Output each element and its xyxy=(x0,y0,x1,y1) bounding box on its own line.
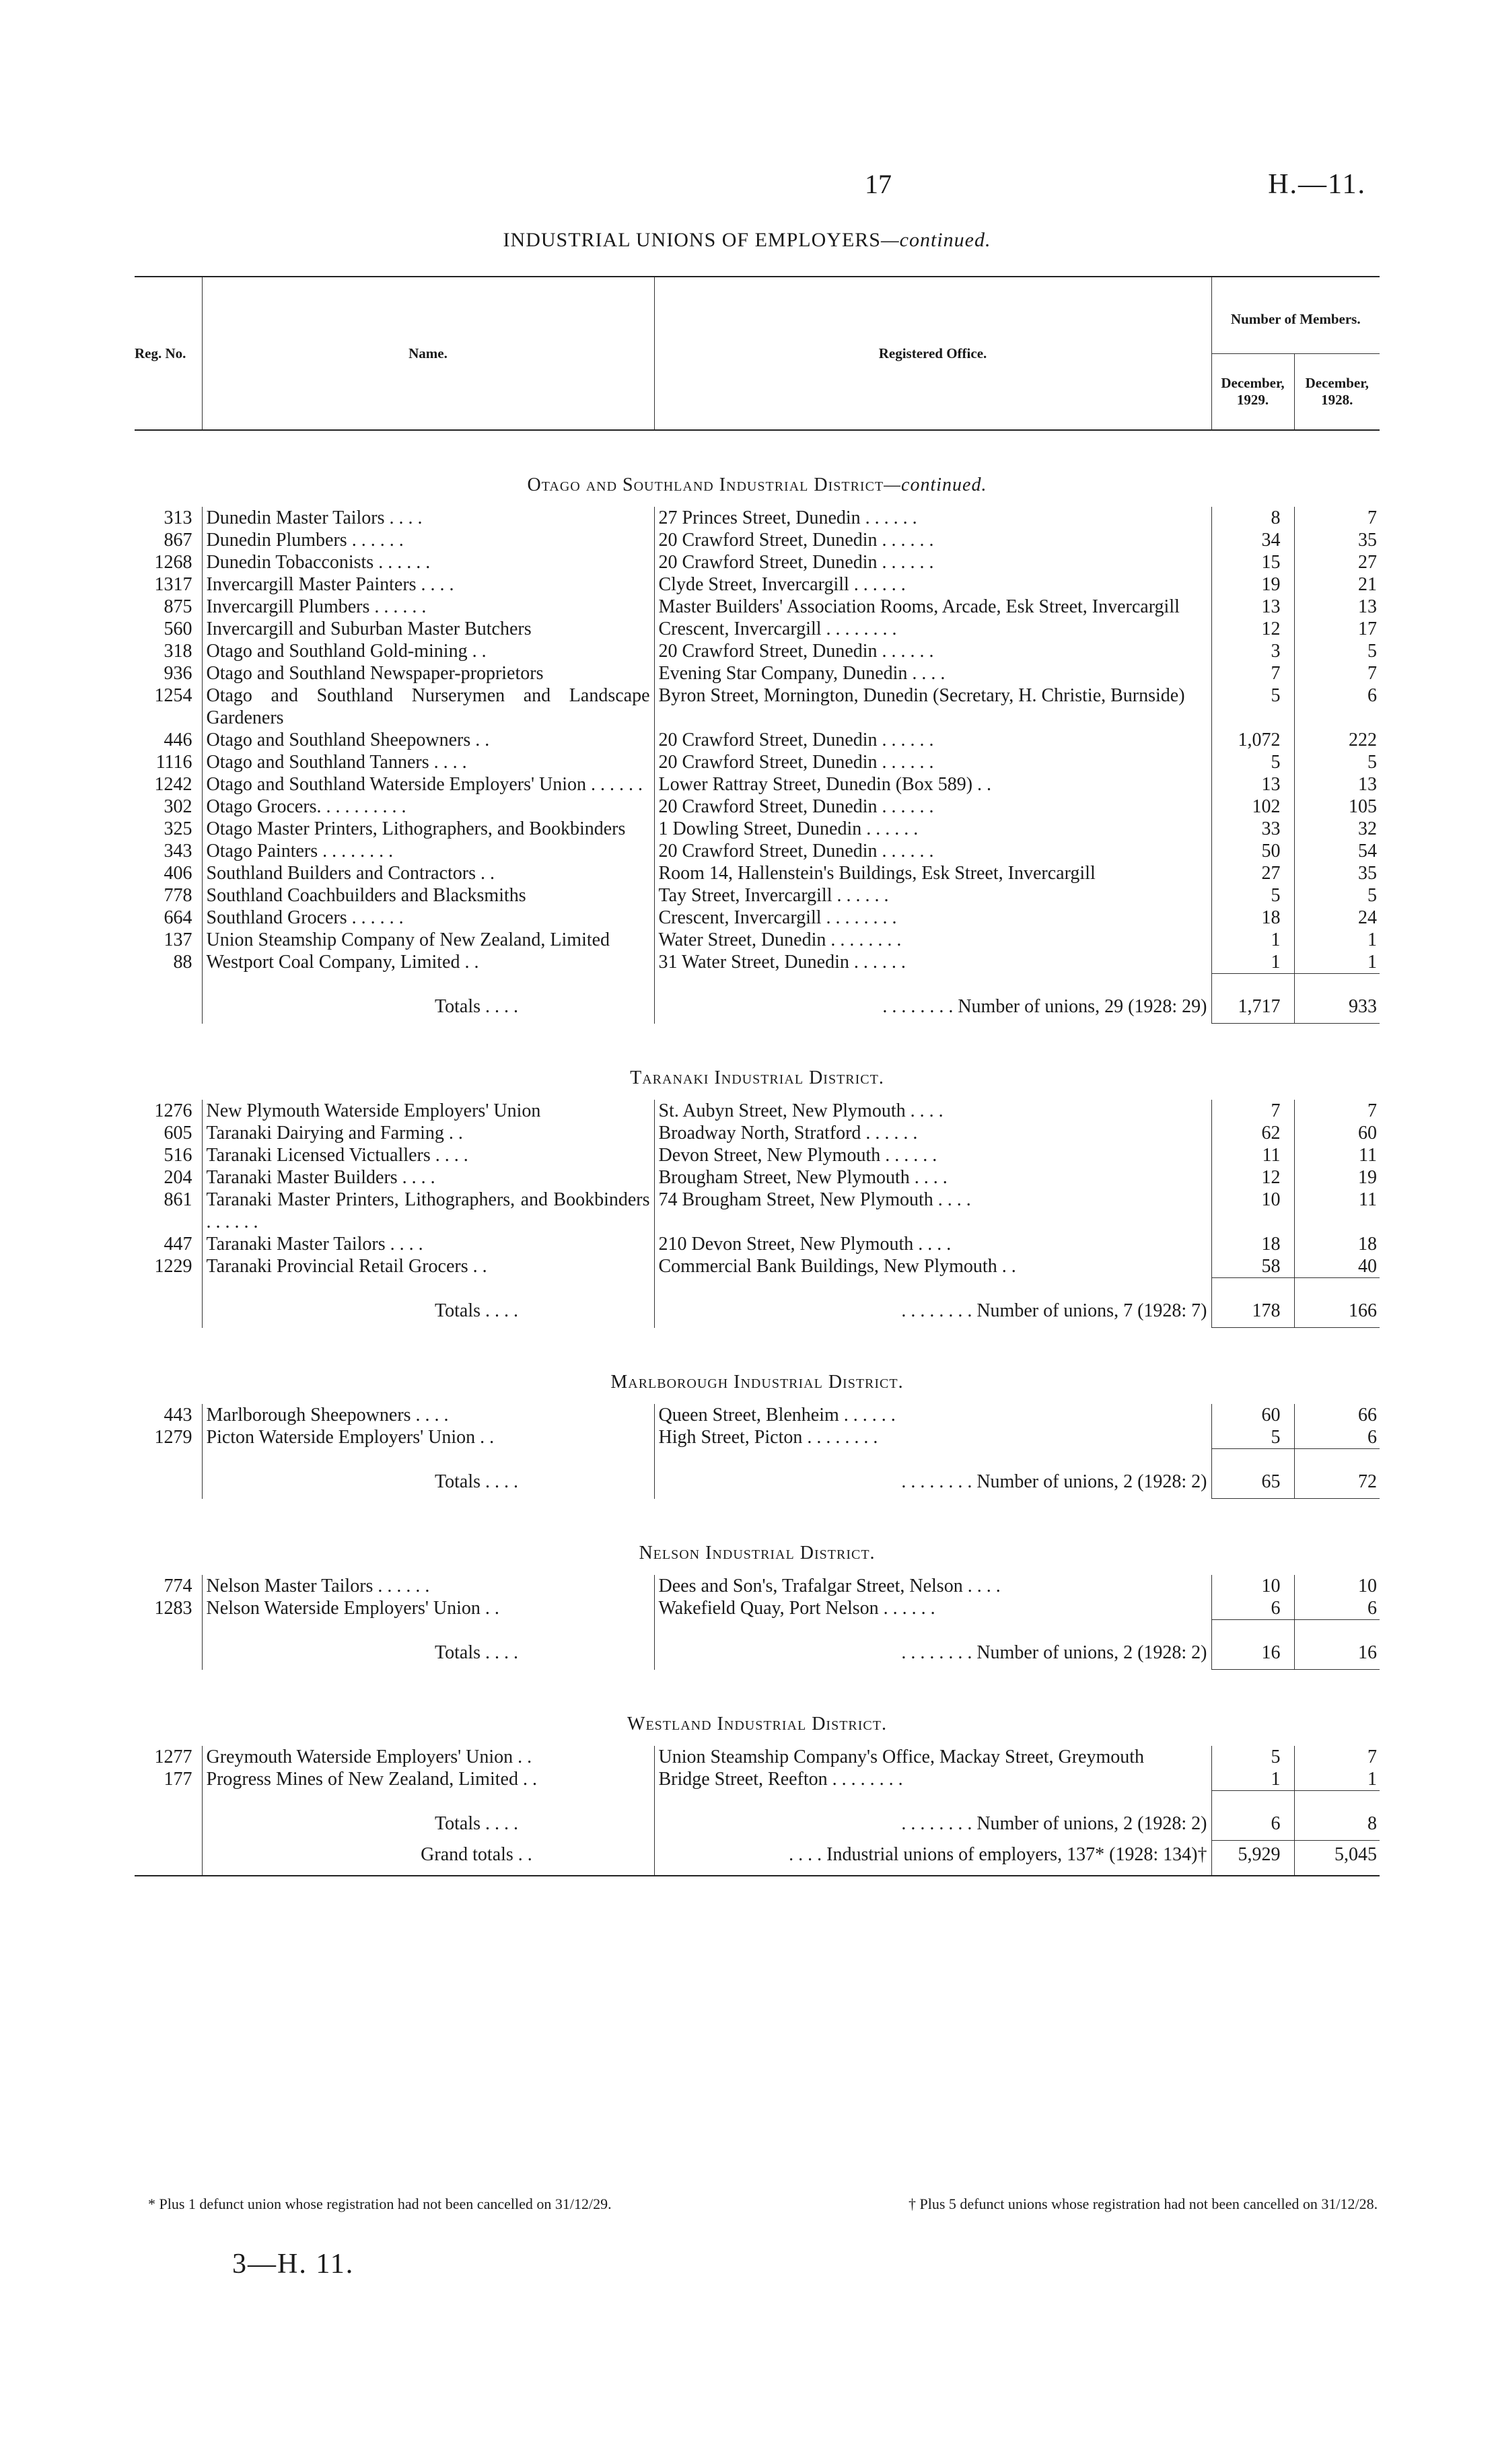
table-row xyxy=(135,862,1380,884)
reg-no-cell: 605 xyxy=(164,1123,192,1143)
table-row xyxy=(135,1426,1380,1449)
members-1929-cell: 5 xyxy=(1211,1746,1294,1768)
members-1929-cell: 60 xyxy=(1211,1404,1294,1426)
members-1928-cell: 5 xyxy=(1294,640,1380,662)
members-1928-cell: 21 xyxy=(1294,573,1380,596)
registered-office-cell: 20 Crawford Street, Dunedin . . . . . . xyxy=(654,729,1211,751)
table-row xyxy=(135,1166,1380,1189)
table-row xyxy=(135,1122,1380,1144)
union-name-cell: Picton Waterside Employers' Union . . xyxy=(202,1426,654,1449)
unions-table-wrapper xyxy=(135,276,1380,1876)
union-name-cell: Marlborough Sheepowners . . . . xyxy=(202,1404,654,1426)
reg-no-cell: 867 xyxy=(164,530,192,551)
reg-no-cell: 406 xyxy=(164,863,192,884)
members-1928-cell: 32 xyxy=(1294,818,1380,840)
page-title-main: INDUSTRIAL UNIONS OF EMPLOYERS xyxy=(503,229,881,251)
reg-no-cell: 1254 xyxy=(154,685,192,706)
union-name-cell: Taranaki Dairying and Farming . . xyxy=(202,1122,654,1144)
union-name-cell: Otago Painters . . . . . . . . xyxy=(202,840,654,862)
totals-unions-count: . . . . . . . . Number of unions, 2 (1928: 2) xyxy=(654,1620,1211,1670)
reg-no-cell: 177 xyxy=(164,1769,192,1790)
members-1928-cell: 27 xyxy=(1294,551,1380,573)
section-heading-row xyxy=(135,1670,1380,1747)
column-header-reg-no: Reg. No. xyxy=(135,277,202,430)
members-1928-cell: 105 xyxy=(1294,796,1380,818)
registered-office-cell: 20 Crawford Street, Dunedin . . . . . . xyxy=(654,751,1211,773)
totals-members-1929: 1,717 xyxy=(1211,974,1294,1024)
members-1928-cell: 5 xyxy=(1294,884,1380,907)
members-1929-cell: 3 xyxy=(1211,640,1294,662)
reg-no-cell: 560 xyxy=(164,619,192,639)
members-1929-cell: 8 xyxy=(1211,507,1294,529)
union-name-cell: Otago and Southland Newspaper-proprietors xyxy=(202,662,654,684)
page-title xyxy=(0,229,1494,252)
totals-reg-cell xyxy=(135,1278,202,1328)
union-name-cell: Taranaki Master Builders . . . . xyxy=(202,1166,654,1189)
members-1929-cell: 13 xyxy=(1211,773,1294,796)
section-title: Marlborough Industrial District. xyxy=(610,1372,904,1393)
reg-no-cell: 516 xyxy=(164,1145,192,1166)
members-1929-cell: 1 xyxy=(1211,951,1294,974)
totals-reg-cell xyxy=(135,974,202,1024)
union-name-cell: Westport Coal Company, Limited . . xyxy=(202,951,654,974)
table-row xyxy=(135,1255,1380,1278)
registered-office-cell: 20 Crawford Street, Dunedin . . . . . . xyxy=(654,796,1211,818)
members-1928-cell: 35 xyxy=(1294,529,1380,551)
members-1929-cell: 18 xyxy=(1211,907,1294,929)
union-name-cell: Invercargill and Suburban Master Butchers xyxy=(202,618,654,640)
union-name-cell: Greymouth Waterside Employers' Union . . xyxy=(202,1746,654,1768)
totals-row xyxy=(135,1278,1380,1328)
totals-members-1929: 65 xyxy=(1211,1449,1294,1499)
section-title: Taranaki Industrial District. xyxy=(630,1067,884,1088)
members-1929-cell: 6 xyxy=(1211,1597,1294,1620)
section-heading-row xyxy=(135,1024,1380,1100)
members-1929-cell: 62 xyxy=(1211,1122,1294,1144)
totals-members-1929: 16 xyxy=(1211,1620,1294,1670)
reg-no-cell: 936 xyxy=(164,663,192,684)
table-body xyxy=(135,430,1380,1876)
totals-unions-count: . . . . . . . . Number of unions, 2 (1928: 2) xyxy=(654,1449,1211,1499)
table-row xyxy=(135,551,1380,573)
table-header xyxy=(135,277,1380,430)
table-row xyxy=(135,684,1380,729)
signature-mark: 3—H. 11. xyxy=(232,2249,355,2280)
registered-office-cell: Lower Rattray Street, Dunedin (Box 589) . . xyxy=(654,773,1211,796)
reg-no-cell: 1242 xyxy=(154,774,192,795)
members-1929-cell: 12 xyxy=(1211,1166,1294,1189)
members-1929-cell: 102 xyxy=(1211,796,1294,818)
reg-no-cell: 1268 xyxy=(154,552,192,573)
section-heading xyxy=(135,1024,1380,1100)
reg-no-cell: 1283 xyxy=(154,1598,192,1619)
members-1929-cell: 5 xyxy=(1211,751,1294,773)
registered-office-cell: Clyde Street, Invercargill . . . . . . xyxy=(654,573,1211,596)
table-row xyxy=(135,729,1380,751)
totals-row xyxy=(135,1620,1380,1670)
registered-office-cell: Bridge Street, Reefton . . . . . . . . xyxy=(654,1768,1211,1791)
table-row xyxy=(135,907,1380,929)
reg-no-cell: 302 xyxy=(164,796,192,817)
members-1928-cell: 7 xyxy=(1294,1100,1380,1122)
reg-no-cell: 875 xyxy=(164,596,192,617)
table-row xyxy=(135,818,1380,840)
reg-no-cell: 664 xyxy=(164,907,192,928)
members-1929-cell: 27 xyxy=(1211,862,1294,884)
members-1928-cell: 6 xyxy=(1294,1426,1380,1449)
members-1929-cell: 7 xyxy=(1211,1100,1294,1122)
column-header-number-of-members: Number of Members. xyxy=(1211,277,1380,354)
registered-office-cell: Union Steamship Company's Office, Mackay Street, Greymouth xyxy=(654,1746,1211,1768)
registered-office-cell: Dees and Son's, Trafalgar Street, Nelson . . . . xyxy=(654,1575,1211,1597)
registered-office-cell: 20 Crawford Street, Dunedin . . . . . . xyxy=(654,840,1211,862)
totals-label: Totals . . . . xyxy=(202,1791,654,1841)
registered-office-cell: Room 14, Hallenstein's Buildings, Esk Street, Invercargill xyxy=(654,862,1211,884)
totals-members-1928: 72 xyxy=(1294,1449,1380,1499)
members-1929-cell: 13 xyxy=(1211,596,1294,618)
table-row xyxy=(135,507,1380,529)
column-header-december-1928: December, 1928. xyxy=(1294,354,1380,431)
section-title: Westland Industrial District. xyxy=(627,1714,887,1734)
table-row xyxy=(135,1233,1380,1255)
union-name-cell: Southland Builders and Contractors . . xyxy=(202,862,654,884)
section-heading xyxy=(135,1499,1380,1576)
union-name-cell: Taranaki Master Tailors . . . . xyxy=(202,1233,654,1255)
union-name-cell: Southland Coachbuilders and Blacksmiths xyxy=(202,884,654,907)
section-heading-row xyxy=(135,1328,1380,1405)
totals-row xyxy=(135,1449,1380,1499)
reg-no-cell: 325 xyxy=(164,818,192,839)
page-number: 17 xyxy=(865,169,892,199)
grand-totals-label: Grand totals . . xyxy=(202,1841,654,1876)
registered-office-cell: Broadway North, Stratford . . . . . . xyxy=(654,1122,1211,1144)
totals-reg-cell xyxy=(135,1449,202,1499)
registered-office-cell: Master Builders' Association Rooms, Arcade, Esk Street, Invercargill xyxy=(654,596,1211,618)
registered-office-cell: Tay Street, Invercargill . . . . . . xyxy=(654,884,1211,907)
members-1928-cell: 35 xyxy=(1294,862,1380,884)
members-1928-cell: 24 xyxy=(1294,907,1380,929)
totals-members-1929: 6 xyxy=(1211,1791,1294,1841)
members-1929-cell: 5 xyxy=(1211,884,1294,907)
union-name-cell: Nelson Waterside Employers' Union . . xyxy=(202,1597,654,1620)
registered-office-cell: St. Aubyn Street, New Plymouth . . . . xyxy=(654,1100,1211,1122)
unions-table xyxy=(135,276,1380,1876)
registered-office-cell: Water Street, Dunedin . . . . . . . . xyxy=(654,929,1211,951)
union-name-cell: Union Steamship Company of New Zealand, Limited xyxy=(202,929,654,951)
totals-unions-count: . . . . . . . . Number of unions, 7 (1928: 7) xyxy=(654,1278,1211,1328)
totals-members-1928: 166 xyxy=(1294,1278,1380,1328)
members-1928-cell: 66 xyxy=(1294,1404,1380,1426)
members-1929-cell: 34 xyxy=(1211,529,1294,551)
table-row xyxy=(135,1100,1380,1122)
members-1928-cell: 17 xyxy=(1294,618,1380,640)
members-1929-cell: 10 xyxy=(1211,1189,1294,1233)
members-1929-cell: 18 xyxy=(1211,1233,1294,1255)
table-row xyxy=(135,640,1380,662)
table-row xyxy=(135,951,1380,974)
registered-office-cell: 20 Crawford Street, Dunedin . . . . . . xyxy=(654,640,1211,662)
table-row xyxy=(135,773,1380,796)
totals-label: Totals . . . . xyxy=(202,974,654,1024)
reg-no-cell: 1279 xyxy=(154,1427,192,1448)
members-1928-cell: 19 xyxy=(1294,1166,1380,1189)
registered-office-cell: Brougham Street, New Plymouth . . . . xyxy=(654,1166,1211,1189)
members-1929-cell: 19 xyxy=(1211,573,1294,596)
section-title: Otago and Southland Industrial District xyxy=(527,474,884,495)
members-1928-cell: 1 xyxy=(1294,929,1380,951)
members-1929-cell: 5 xyxy=(1211,684,1294,729)
registered-office-cell: Devon Street, New Plymouth . . . . . . xyxy=(654,1144,1211,1166)
registered-office-cell: Crescent, Invercargill . . . . . . . . xyxy=(654,907,1211,929)
table-row xyxy=(135,1768,1380,1791)
section-heading xyxy=(135,430,1380,507)
members-1928-cell: 7 xyxy=(1294,662,1380,684)
section-heading xyxy=(135,1670,1380,1747)
members-1929-cell: 11 xyxy=(1211,1144,1294,1166)
members-1928-cell: 7 xyxy=(1294,1746,1380,1768)
union-name-cell: Southland Grocers . . . . . . xyxy=(202,907,654,929)
members-1928-cell: 11 xyxy=(1294,1189,1380,1233)
reg-no-cell: 343 xyxy=(164,841,192,861)
table-row xyxy=(135,662,1380,684)
members-1928-cell: 6 xyxy=(1294,684,1380,729)
members-1928-cell: 5 xyxy=(1294,751,1380,773)
reg-no-cell: 1277 xyxy=(154,1747,192,1767)
members-1928-cell: 1 xyxy=(1294,951,1380,974)
totals-unions-count: . . . . . . . . Number of unions, 2 (1928: 2) xyxy=(654,1791,1211,1841)
union-name-cell: Otago Grocers. . . . . . . . . . xyxy=(202,796,654,818)
totals-members-1928: 8 xyxy=(1294,1791,1380,1841)
members-1929-cell: 7 xyxy=(1211,662,1294,684)
table-row xyxy=(135,1746,1380,1768)
table-row xyxy=(135,929,1380,951)
members-1928-cell: 1 xyxy=(1294,1768,1380,1791)
footnote-dagger: † Plus 5 defunct unions whose registration had not been cancelled on 31/12/28. xyxy=(909,2195,1378,2212)
union-name-cell: Invercargill Plumbers . . . . . . xyxy=(202,596,654,618)
members-1928-cell: 60 xyxy=(1294,1122,1380,1144)
registered-office-cell: High Street, Picton . . . . . . . . xyxy=(654,1426,1211,1449)
reg-no-cell: 204 xyxy=(164,1167,192,1188)
footnote-star: * Plus 1 defunct union whose registration had not been cancelled on 31/12/29. xyxy=(148,2195,612,2212)
reg-no-cell: 1229 xyxy=(154,1256,192,1277)
union-name-cell: Invercargill Master Painters . . . . xyxy=(202,573,654,596)
members-1928-cell: 222 xyxy=(1294,729,1380,751)
section-heading xyxy=(135,1328,1380,1405)
table-row xyxy=(135,1404,1380,1426)
grand-totals-members-1928: 5,045 xyxy=(1294,1841,1380,1876)
registered-office-cell: Byron Street, Mornington, Dunedin (Secretary, H. Christie, Burnside) xyxy=(654,684,1211,729)
totals-row xyxy=(135,974,1380,1024)
union-name-cell: Nelson Master Tailors . . . . . . xyxy=(202,1575,654,1597)
column-header-december-1929: December, 1929. xyxy=(1211,354,1294,431)
totals-label: Totals . . . . xyxy=(202,1449,654,1499)
union-name-cell: Dunedin Plumbers . . . . . . xyxy=(202,529,654,551)
registered-office-cell: Wakefield Quay, Port Nelson . . . . . . xyxy=(654,1597,1211,1620)
document-reference: H.—11. xyxy=(1268,169,1366,200)
members-1929-cell: 1,072 xyxy=(1211,729,1294,751)
registered-office-cell: 1 Dowling Street, Dunedin . . . . . . xyxy=(654,818,1211,840)
reg-no-cell: 1276 xyxy=(154,1100,192,1121)
members-1928-cell: 11 xyxy=(1294,1144,1380,1166)
union-name-cell: Otago and Southland Gold-mining . . xyxy=(202,640,654,662)
reg-no-cell: 318 xyxy=(164,641,192,662)
union-name-cell: Dunedin Master Tailors . . . . xyxy=(202,507,654,529)
registered-office-cell: 20 Crawford Street, Dunedin . . . . . . xyxy=(654,551,1211,573)
reg-no-cell: 861 xyxy=(164,1189,192,1210)
reg-no-cell: 313 xyxy=(164,507,192,528)
registered-office-cell: 210 Devon Street, New Plymouth . . . . xyxy=(654,1233,1211,1255)
members-1929-cell: 58 xyxy=(1211,1255,1294,1278)
column-header-registered-office: Registered Office. xyxy=(654,277,1211,430)
totals-reg-cell xyxy=(135,1620,202,1670)
members-1929-cell: 1 xyxy=(1211,1768,1294,1791)
reg-no-cell: 1116 xyxy=(155,752,192,773)
totals-row xyxy=(135,1791,1380,1841)
section-title: Nelson Industrial District. xyxy=(639,1543,876,1563)
table-row xyxy=(135,1597,1380,1620)
reg-no-cell: 446 xyxy=(164,730,192,750)
union-name-cell: Dunedin Tobacconists . . . . . . xyxy=(202,551,654,573)
union-name-cell: Taranaki Provincial Retail Grocers . . xyxy=(202,1255,654,1278)
members-1928-cell: 7 xyxy=(1294,507,1380,529)
table-row xyxy=(135,796,1380,818)
members-1928-cell: 13 xyxy=(1294,596,1380,618)
members-1928-cell: 10 xyxy=(1294,1575,1380,1597)
reg-no-cell: 137 xyxy=(164,929,192,950)
members-1929-cell: 50 xyxy=(1211,840,1294,862)
union-name-cell: Otago and Southland Tanners . . . . xyxy=(202,751,654,773)
grand-totals-row xyxy=(135,1841,1380,1876)
union-name-cell: New Plymouth Waterside Employers' Union xyxy=(202,1100,654,1122)
section-heading-row xyxy=(135,1499,1380,1576)
table-row xyxy=(135,751,1380,773)
members-1929-cell: 10 xyxy=(1211,1575,1294,1597)
registered-office-cell: Crescent, Invercargill . . . . . . . . xyxy=(654,618,1211,640)
reg-no-cell: 1317 xyxy=(154,574,192,595)
table-row xyxy=(135,1575,1380,1597)
table-row xyxy=(135,529,1380,551)
registered-office-cell: Commercial Bank Buildings, New Plymouth . . xyxy=(654,1255,1211,1278)
reg-no-cell: 447 xyxy=(164,1234,192,1255)
members-1928-cell: 13 xyxy=(1294,773,1380,796)
column-header-name: Name. xyxy=(202,277,654,430)
table-row xyxy=(135,1189,1380,1233)
union-name-cell: Taranaki Licensed Victuallers . . . . xyxy=(202,1144,654,1166)
grand-totals-members-1929: 5,929 xyxy=(1211,1841,1294,1876)
section-heading-row xyxy=(135,430,1380,507)
union-name-cell: Progress Mines of New Zealand, Limited . . xyxy=(202,1768,654,1791)
totals-unions-count: . . . . . . . . Number of unions, 29 (1928: 29) xyxy=(654,974,1211,1024)
grand-totals-unions-count: . . . . Industrial unions of employers, 137* (1928: 134)† xyxy=(654,1841,1211,1876)
registered-office-cell: Queen Street, Blenheim . . . . . . xyxy=(654,1404,1211,1426)
section-title-suffix: —continued. xyxy=(884,474,987,495)
registered-office-cell: Evening Star Company, Dunedin . . . . xyxy=(654,662,1211,684)
page-header xyxy=(135,168,1380,209)
totals-reg-cell xyxy=(135,1791,202,1841)
reg-no-cell: 88 xyxy=(173,952,192,973)
members-1928-cell: 54 xyxy=(1294,840,1380,862)
reg-no-cell: 443 xyxy=(164,1405,192,1425)
registered-office-cell: 74 Brougham Street, New Plymouth . . . . xyxy=(654,1189,1211,1233)
reg-no-cell: 774 xyxy=(164,1576,192,1596)
members-1928-cell: 6 xyxy=(1294,1597,1380,1620)
members-1929-cell: 15 xyxy=(1211,551,1294,573)
members-1928-cell: 18 xyxy=(1294,1233,1380,1255)
members-1929-cell: 12 xyxy=(1211,618,1294,640)
registered-office-cell: 20 Crawford Street, Dunedin . . . . . . xyxy=(654,529,1211,551)
registered-office-cell: 27 Princes Street, Dunedin . . . . . . xyxy=(654,507,1211,529)
totals-members-1928: 16 xyxy=(1294,1620,1380,1670)
table-row xyxy=(135,596,1380,618)
union-name-cell: Taranaki Master Printers, Lithographers, and Bookbinders . . . . . . xyxy=(202,1189,654,1233)
members-1929-cell: 5 xyxy=(1211,1426,1294,1449)
union-name-cell: Otago and Southland Sheepowners . . xyxy=(202,729,654,751)
members-1928-cell: 40 xyxy=(1294,1255,1380,1278)
union-name-cell: Otago Master Printers, Lithographers, and Bookbinders xyxy=(202,818,654,840)
members-1929-cell: 1 xyxy=(1211,929,1294,951)
union-name-cell: Otago and Southland Nurserymen and Landscape Gardeners xyxy=(202,684,654,729)
page-title-suffix: —continued. xyxy=(880,229,991,251)
reg-no-cell: 778 xyxy=(164,885,192,906)
table-row xyxy=(135,840,1380,862)
totals-members-1929: 178 xyxy=(1211,1278,1294,1328)
table-row xyxy=(135,573,1380,596)
grand-totals-reg-cell xyxy=(135,1841,202,1876)
table-row xyxy=(135,884,1380,907)
members-1929-cell: 33 xyxy=(1211,818,1294,840)
table-row xyxy=(135,1144,1380,1166)
totals-label: Totals . . . . xyxy=(202,1620,654,1670)
totals-label: Totals . . . . xyxy=(202,1278,654,1328)
union-name-cell: Otago and Southland Waterside Employers' Union . . . . . . xyxy=(202,773,654,796)
table-row xyxy=(135,618,1380,640)
totals-members-1928: 933 xyxy=(1294,974,1380,1024)
registered-office-cell: 31 Water Street, Dunedin . . . . . . xyxy=(654,951,1211,974)
